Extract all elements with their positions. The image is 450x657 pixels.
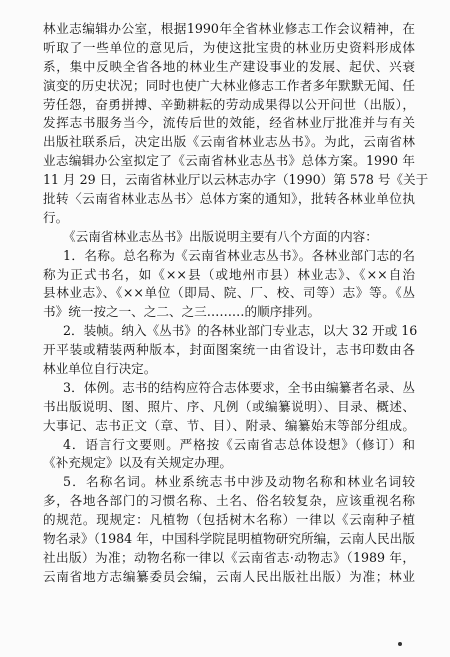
text-line: 大事记、志书正文（章、节、目）、附录、编纂始末等部分组成。 (43, 417, 415, 433)
text-line: 开平装或精装两种版本，封面图案统一由省设计，志书印数由各 (43, 342, 415, 358)
text-line: 1．名称。总名称为《云南省林业志丛书》。各林业部门志的名 (63, 247, 415, 263)
text-line: 出版社联系后，决定出版《云南省林业志丛书》。为此，云南省林 (43, 134, 415, 150)
text-line: 《补充规定》以及有关规定办理。 (43, 455, 232, 471)
text-line: 业志编辑办公室拟定了《云南省林业志丛书》总体方案。1990 年 (43, 153, 415, 169)
text-line: 林业志编辑办公室，根据1990年全省林业修志工作会议精神，在 (43, 21, 415, 36)
text-line: 2．装帧。纳入《丛书》的各林业部门专业志，以大 32 开或 16 (63, 323, 418, 339)
text-line: 11 月 29 日，云南省林业厅以云林志办字（1990）第 578 号《关于 (43, 172, 429, 188)
text-line: 县林业志》、《××单位（即局、院、厂、校、司等）志》等。《丛 (43, 285, 415, 301)
text-line: 的规范。现规定：凡植物（包括树木名称）一律以《云南种子植 (43, 512, 415, 528)
document-body (43, 20, 429, 587)
text-line: 演变的历史状况；同时也使广大林业修志工作者多年默默无闻、任 (43, 77, 415, 93)
scan-speck (398, 642, 402, 646)
text-line: 书出版说明、图、照片、序、凡例（或编纂说明）、目录、概述、 (43, 398, 415, 414)
text-line: 林业单位自行决定。 (43, 361, 157, 377)
text-line: 4．语言行文要则。严格按《云南省志总体设想》（修订）和 (63, 436, 415, 452)
text-line: 称为正式书名，如《××县（或地州市县）林业志》、《××自治 (43, 266, 415, 282)
text-line: 劳任怨，奋勇拼搏、辛勤耕耘的劳动成果得以公开问世（出版）， (43, 96, 415, 112)
text-line: 云南省地方志编纂委员会编，云南人民出版社出版）为准；林业 (43, 568, 415, 584)
text-line: 书》统一按之一、之二、之三………的顺序排列。 (43, 304, 321, 320)
text-line: 批转〈云南省林业志丛书〉总体方案的通知》，批转各林业单位执 (43, 191, 415, 207)
text-line: 物名录》（1984 年，中国科学院昆明植物研究所编，云南人民出版 (43, 531, 415, 547)
text-line: 5．名称名词。林业系统志书中涉及动物名称和林业名词较 (63, 474, 415, 490)
text-line: 多，各地各部门的习惯名称、土名、俗名较复杂，应该重视名称 (43, 493, 415, 509)
text-line: 社出版）为准；动物名称一律以《云南省志·动物志》（1989 年， (43, 549, 415, 565)
text-line: 行。 (43, 209, 69, 225)
text-line: 系，集中反映全省各地的林业生产建设事业的发展、起伏、兴衰 (43, 58, 415, 74)
text-line: 《云南省林业志丛书》出版说明主要有八个方面的内容： (63, 228, 378, 244)
text-line: 3．体例。志书的结构应符合志体要求，全书由编纂者名录、丛 (63, 379, 415, 395)
text-line: 听取了一些单位的意见后，为使这批宝贵的林业历史资料形成体 (43, 39, 415, 55)
text-line: 发挥志书服务当今，流传后世的效能，经省林业厅批准并与有关 (43, 115, 415, 131)
